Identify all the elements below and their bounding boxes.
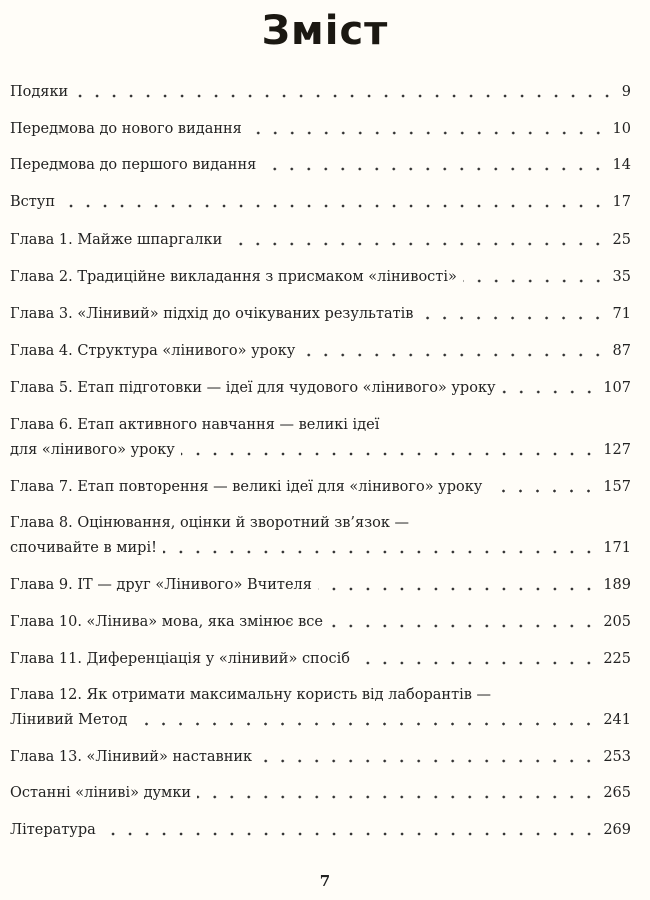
toc-entry-title: Лінивий Метод	[10, 712, 128, 728]
dot-leader	[102, 831, 598, 837]
toc-entry-chapter-10[interactable]	[10, 610, 631, 635]
toc-entry-chapter-5[interactable]	[10, 376, 631, 401]
toc-entry-chapter-8[interactable]	[10, 511, 631, 561]
toc-page-number: 9	[621, 84, 631, 100]
toc-entry-chapter-1[interactable]	[10, 228, 631, 253]
dot-leader	[356, 660, 597, 666]
dot-leader	[318, 586, 597, 592]
toc-page-number: 269	[603, 822, 631, 838]
dot-leader	[463, 278, 607, 284]
toc-page-number: 205	[603, 614, 631, 630]
toc-entry-title: Глава 9. ІТ — друг «Лінивого» Вчителя	[10, 577, 312, 593]
toc-page-number: 171	[603, 540, 631, 556]
toc-entry-title: Глава 4. Структура «лінивого» уроку	[10, 343, 296, 359]
toc-entry-title: Подяки	[10, 84, 69, 100]
dot-leader	[61, 203, 607, 209]
dot-leader	[502, 389, 598, 395]
toc-entry-chapter-6[interactable]	[10, 413, 631, 463]
toc-page-number: 71	[612, 306, 631, 322]
toc-entry-title: Глава 10. «Лінива» мова, яка змінює все	[10, 614, 323, 630]
toc-entry-title: Глава 7. Етап повторення — великі ідеї для «лінивого» уроку	[10, 479, 483, 495]
toc-page-number: 189	[603, 577, 631, 593]
toc-entry-bibliography[interactable]	[10, 818, 631, 843]
toc-page-number: 253	[603, 749, 631, 765]
toc-entry-title: Глава 2. Традиційне викладання з присмаком «лінивості»	[10, 269, 457, 285]
toc-page-number: 107	[603, 380, 631, 396]
toc-entry-title: спочивайте в мирі!	[10, 540, 157, 556]
page-number: 7	[319, 872, 331, 890]
toc-entry-acknowledgements[interactable]	[10, 80, 631, 105]
toc-entry-chapter-7[interactable]	[10, 475, 631, 500]
dot-leader	[181, 451, 598, 457]
toc-page-number: 225	[603, 651, 631, 667]
toc-entry-title: Останні «ліниві» думки	[10, 785, 192, 801]
toc-page-number: 35	[612, 269, 631, 285]
dot-leader	[74, 93, 616, 99]
toc-entry-final-thoughts[interactable]	[10, 781, 631, 806]
toc-entry-title: Вступ	[10, 194, 55, 210]
toc-page-number: 127	[603, 442, 631, 458]
toc-entry-introduction[interactable]	[10, 190, 631, 215]
dot-leader	[228, 241, 606, 247]
toc-entry-preface-first[interactable]	[10, 153, 631, 178]
toc-entry-chapter-12[interactable]	[10, 683, 631, 733]
toc-entry-chapter-3[interactable]	[10, 302, 631, 327]
dot-leader	[488, 488, 597, 494]
toc-entry-title: Література	[10, 822, 96, 838]
dot-leader	[301, 352, 606, 358]
dot-leader	[329, 623, 597, 629]
toc-entry-title: Глава 5. Етап підготовки — ідеї для чудового «лінивого» уроку	[10, 380, 496, 396]
toc-entry-title: Глава 13. «Лінивий» наставник	[10, 749, 253, 765]
toc-page-number: 14	[612, 157, 631, 173]
dot-leader	[419, 315, 606, 321]
toc-entry-title: для «лінивого» уроку	[10, 442, 175, 458]
dot-leader	[258, 758, 597, 764]
toc-entry-title: Передмова до першого видання	[10, 157, 257, 173]
toc-entry-chapter-13[interactable]	[10, 745, 631, 770]
toc-entry-title: Глава 11. Диференціація у «лінивий» спосіб	[10, 651, 350, 667]
toc-entry-preface-new[interactable]	[10, 117, 631, 142]
toc-page-number: 157	[603, 479, 631, 495]
toc-entry-title: Передмова до нового видання	[10, 121, 242, 137]
toc-page-number: 265	[603, 785, 631, 801]
toc-entry-title-line1: Глава 8. Оцінювання, оцінки й зворотний зв’язок —	[10, 515, 409, 531]
toc-page-number: 87	[612, 343, 631, 359]
dot-leader	[197, 794, 597, 800]
dot-leader	[262, 166, 606, 172]
dot-leader	[163, 549, 597, 555]
dot-leader	[248, 130, 607, 136]
toc-entry-chapter-4[interactable]	[10, 339, 631, 364]
dot-leader	[133, 721, 597, 727]
toc-page-number: 241	[603, 712, 631, 728]
toc-page-number: 10	[612, 121, 631, 137]
toc-page-number: 25	[612, 232, 631, 248]
toc-page-number: 17	[612, 194, 631, 210]
toc-entry-title-line1: Глава 12. Як отримати максимальну користь від лаборантів —	[10, 687, 492, 703]
toc-entry-title-line1: Глава 6. Етап активного навчання — великі ідеї	[10, 417, 380, 433]
toc-entry-title: Глава 3. «Лінивий» підхід до очікуваних результатів	[10, 306, 414, 322]
toc-entry-chapter-9[interactable]	[10, 573, 631, 598]
page-title: Зміст	[261, 8, 389, 54]
toc-entry-title: Глава 1. Майже шпаргалки	[10, 232, 223, 248]
toc-entry-chapter-11[interactable]	[10, 647, 631, 672]
toc-entry-chapter-2[interactable]	[10, 265, 631, 290]
